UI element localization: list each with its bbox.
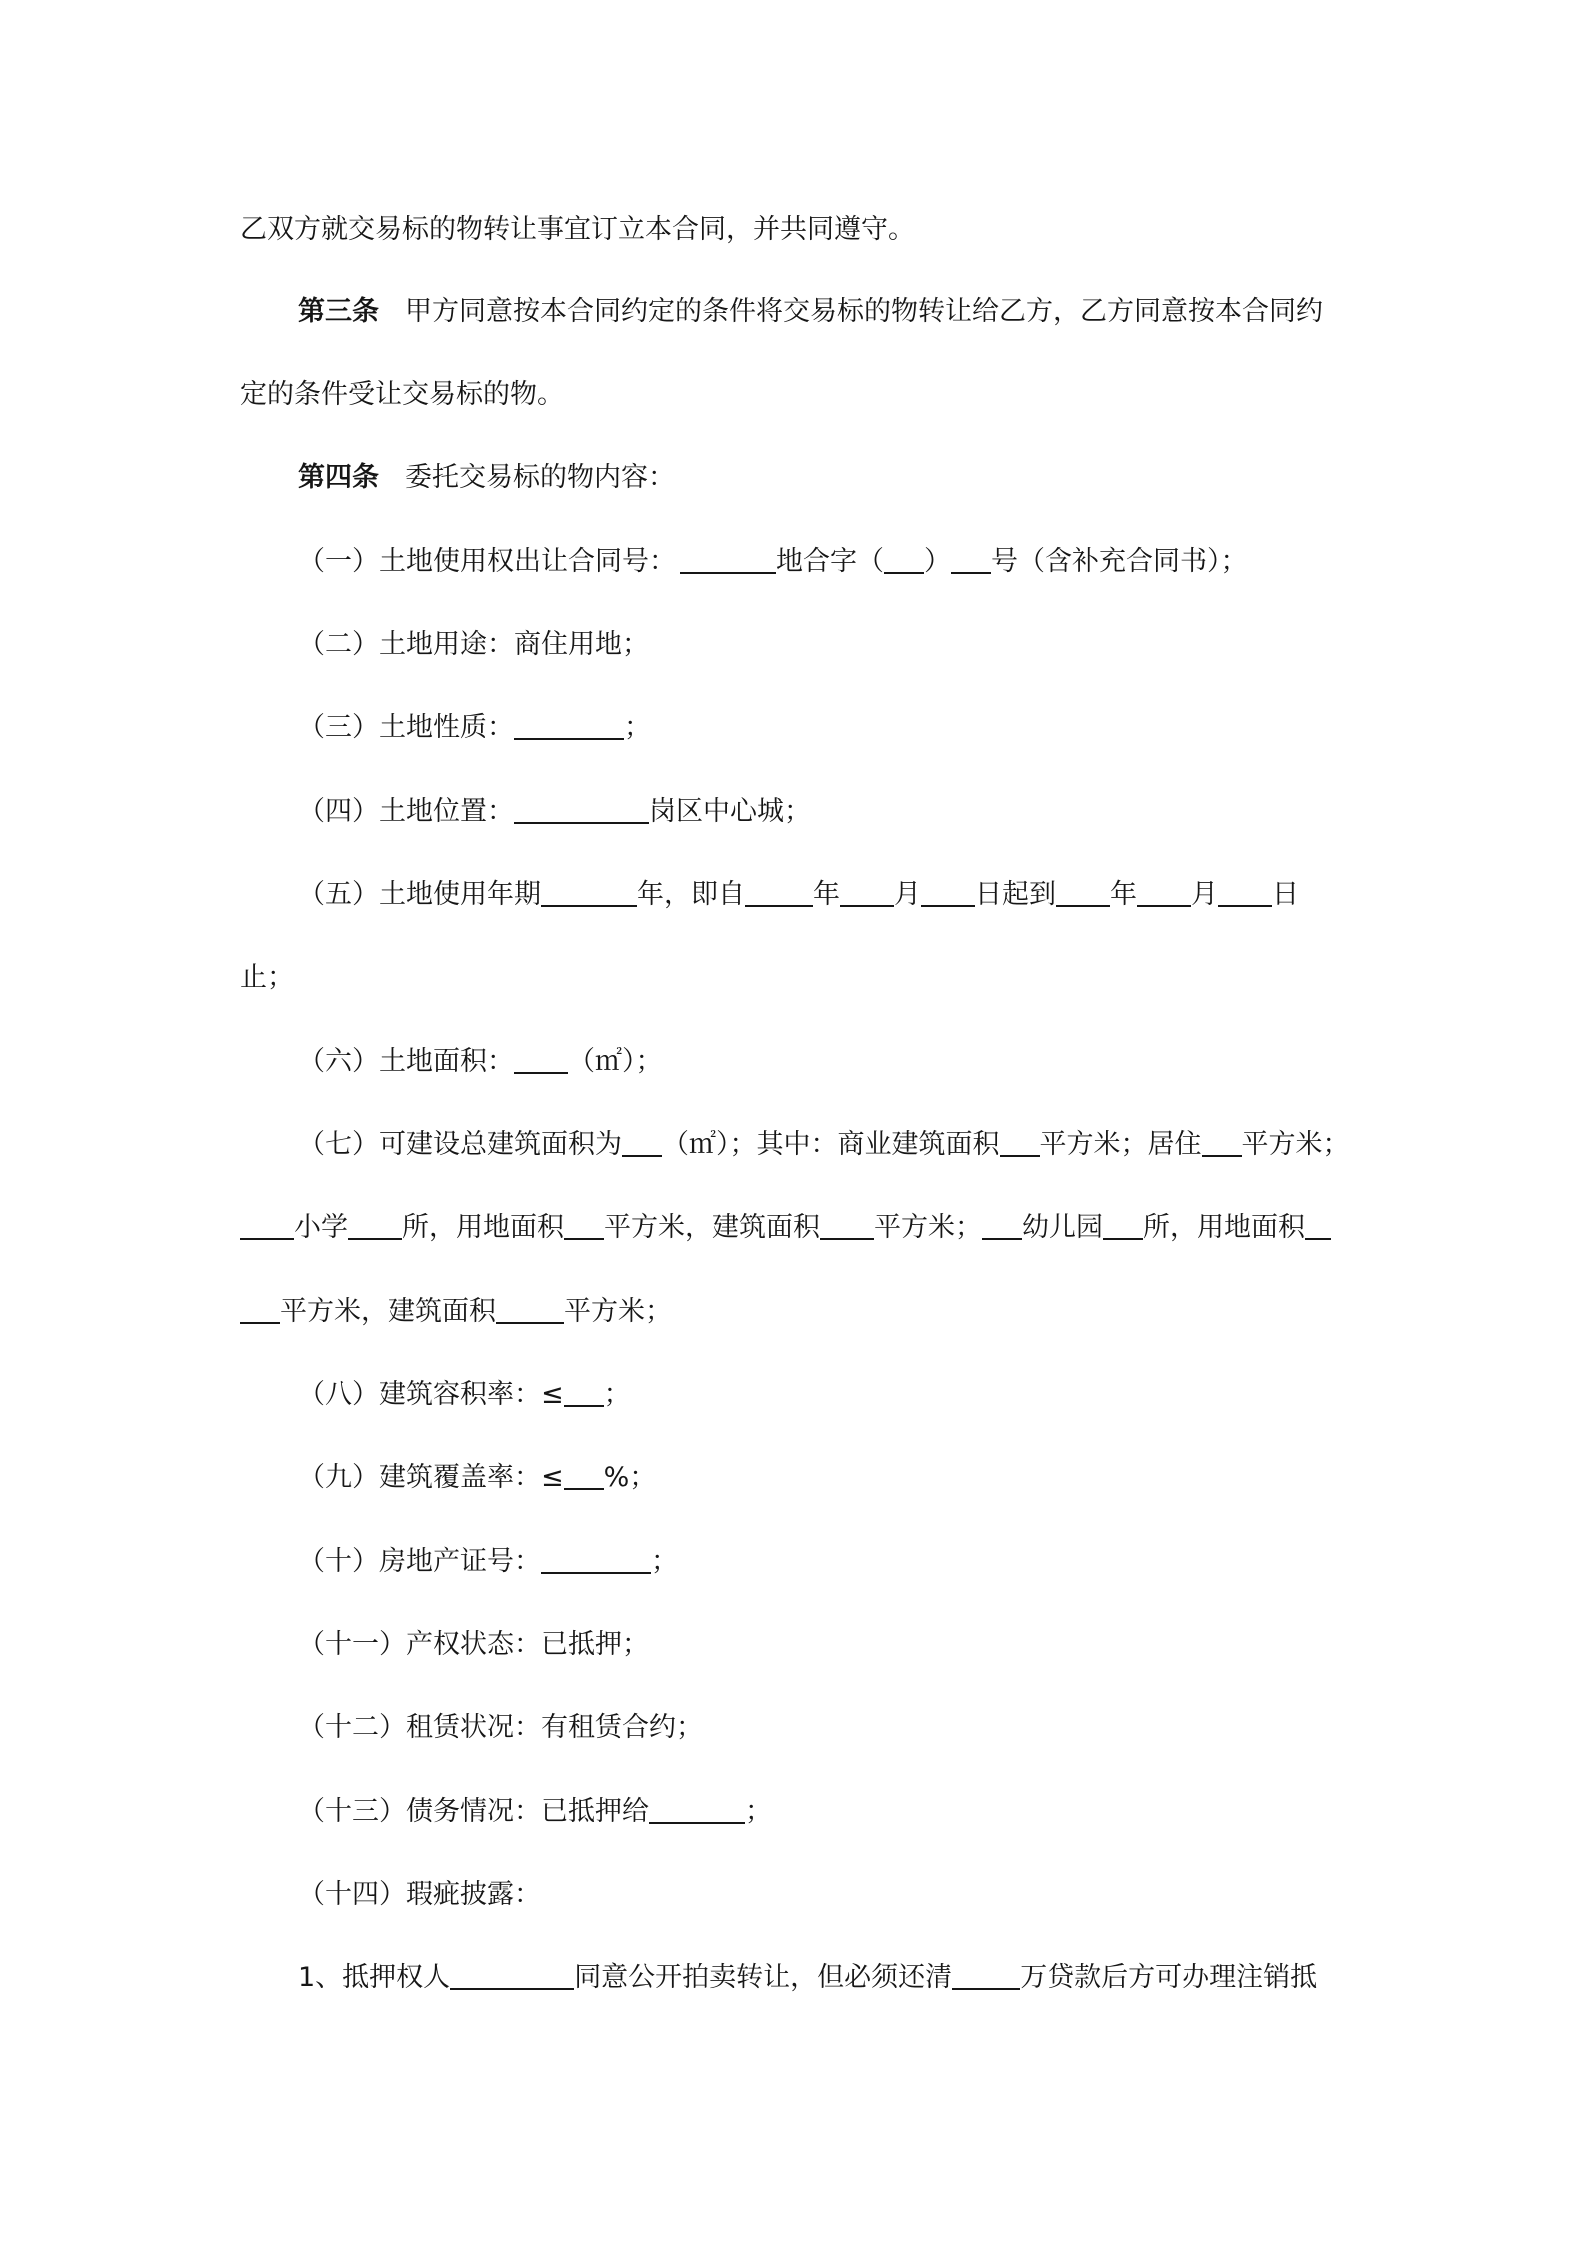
item-text: 平方米；居住: [1039, 1129, 1202, 1160]
item-text: ；: [603, 1379, 631, 1410]
blank-field[interactable]: [514, 1042, 568, 1074]
item-text: （㎡）；: [568, 1046, 663, 1077]
item-text: ；: [651, 1546, 678, 1577]
item-text: （㎡）；其中：商业建筑面积: [662, 1129, 1000, 1160]
item-text: ）: [924, 546, 951, 577]
item-12: [298, 1708, 703, 1748]
blank-field[interactable]: [240, 1208, 294, 1240]
blank-field[interactable]: [1056, 875, 1110, 907]
paragraph-intro-continuation: [240, 210, 915, 250]
blank-field[interactable]: [564, 1458, 604, 1490]
blank-field[interactable]: [820, 1208, 874, 1240]
item-text: （五）土地使用年期: [298, 879, 541, 910]
item-text: 年，即自: [637, 879, 745, 910]
item-text: （四）土地位置：: [298, 796, 514, 827]
blank-field[interactable]: [1137, 875, 1191, 907]
item-text: %；: [603, 1462, 657, 1493]
item-text: 日: [1272, 879, 1299, 910]
blank-field[interactable]: [514, 708, 624, 740]
item-text: （十四）瑕疵披露：: [298, 1879, 541, 1910]
item-11: [298, 1625, 649, 1665]
item-text: （三）土地性质：: [298, 712, 514, 743]
item-text: 小学: [294, 1212, 348, 1243]
blank-field[interactable]: [952, 1958, 1020, 1990]
item-text: 号（含补充合同书）；: [991, 546, 1248, 577]
blank-field[interactable]: [514, 792, 649, 824]
item-5-continuation: [240, 958, 294, 998]
item-text: （七）可建设总建筑面积为: [298, 1129, 622, 1160]
item-text: 年: [1110, 879, 1137, 910]
blank-field[interactable]: [240, 1292, 280, 1324]
blank-field[interactable]: [680, 542, 776, 574]
item-text: （二）土地用途：商住用地；: [298, 629, 649, 660]
item-text: 月: [1191, 879, 1218, 910]
blank-field[interactable]: [982, 1208, 1022, 1240]
blank-field[interactable]: [1202, 1125, 1242, 1157]
blank-field[interactable]: [745, 875, 813, 907]
blank-field[interactable]: [649, 1792, 745, 1824]
item-text: （一）土地使用权出让合同号：: [298, 546, 676, 577]
blank-field[interactable]: [541, 875, 637, 907]
item-text: 万贷款后方可办理注销抵: [1020, 1962, 1318, 1993]
blank-field[interactable]: [541, 1542, 651, 1574]
paragraph-text: 乙双方就交易标的物转让事宜订立本合同，并共同遵守。: [240, 214, 915, 245]
item-7-line-3: [240, 1292, 672, 1332]
item-text: 年: [813, 879, 840, 910]
item-6: [298, 1042, 663, 1082]
item-text: ；: [624, 712, 651, 743]
blank-field[interactable]: [951, 542, 991, 574]
item-text: （十三）债务情况：已抵押给: [298, 1796, 649, 1827]
article-3-continuation: [240, 375, 564, 415]
blank-field[interactable]: [496, 1292, 564, 1324]
item-13: [298, 1792, 772, 1832]
article-text: 甲方同意按本合同约定的条件将交易标的物转让给乙方，乙方同意按本合同约: [405, 296, 1323, 327]
item-text: 月: [894, 879, 921, 910]
blank-field[interactable]: [1218, 875, 1272, 907]
blank-field[interactable]: [1103, 1208, 1143, 1240]
item-text: 平方米；: [1241, 1129, 1350, 1160]
item-text: 日起到: [975, 879, 1056, 910]
item-text: 所，用地面积: [402, 1212, 564, 1243]
article-label: 第四条: [298, 462, 379, 493]
item-text: 止；: [240, 962, 294, 993]
item-5: [298, 875, 1299, 915]
article-4: [298, 458, 675, 498]
item-text: （八）建筑容积率：≤: [298, 1379, 564, 1410]
item-text: （十一）产权状态：已抵押；: [298, 1629, 649, 1660]
blank-field[interactable]: [564, 1375, 604, 1407]
item-text: ；: [745, 1796, 772, 1827]
item-4: [298, 792, 811, 832]
blank-field[interactable]: [921, 875, 975, 907]
article-3: [298, 292, 1323, 332]
blank-field[interactable]: [1305, 1208, 1331, 1240]
item-7: [298, 1125, 1350, 1165]
item-8: [298, 1375, 631, 1415]
item-text: 平方米；: [564, 1296, 672, 1327]
blank-field[interactable]: [348, 1208, 402, 1240]
item-text: 1、抵押权人: [298, 1962, 451, 1993]
numbered-point-1: [298, 1958, 1317, 1998]
item-text: 同意公开拍卖转让，但必须还清: [574, 1962, 953, 1993]
item-text: 地合字（: [776, 546, 884, 577]
blank-field[interactable]: [1000, 1125, 1040, 1157]
article-label: 第三条: [298, 296, 379, 327]
blank-field[interactable]: [622, 1125, 662, 1157]
item-text: （九）建筑覆盖率：≤: [298, 1462, 564, 1493]
blank-field[interactable]: [564, 1208, 604, 1240]
item-text: （十）房地产证号：: [298, 1546, 541, 1577]
item-text: 幼儿园: [1022, 1212, 1103, 1243]
article-text: 定的条件受让交易标的物。: [240, 379, 564, 410]
item-text: 平方米，建筑面积: [604, 1212, 820, 1243]
item-10: [298, 1542, 678, 1582]
item-text: 岗区中心城；: [649, 796, 811, 827]
item-9: [298, 1458, 656, 1498]
item-7-line-2: [240, 1208, 1331, 1248]
item-1: [298, 542, 1248, 582]
article-text: 委托交易标的物内容：: [405, 462, 675, 493]
item-text: （十二）租赁状况：有租赁合约；: [298, 1712, 703, 1743]
item-3: [298, 708, 651, 748]
item-2: [298, 625, 649, 665]
blank-field[interactable]: [884, 542, 924, 574]
item-text: （六）土地面积：: [298, 1046, 514, 1077]
item-text: 平方米，建筑面积: [280, 1296, 496, 1327]
blank-field[interactable]: [450, 1958, 574, 1990]
item-14: [298, 1875, 541, 1915]
item-text: 所，用地面积: [1143, 1212, 1305, 1243]
blank-field[interactable]: [840, 875, 894, 907]
item-text: 平方米；: [874, 1212, 982, 1243]
